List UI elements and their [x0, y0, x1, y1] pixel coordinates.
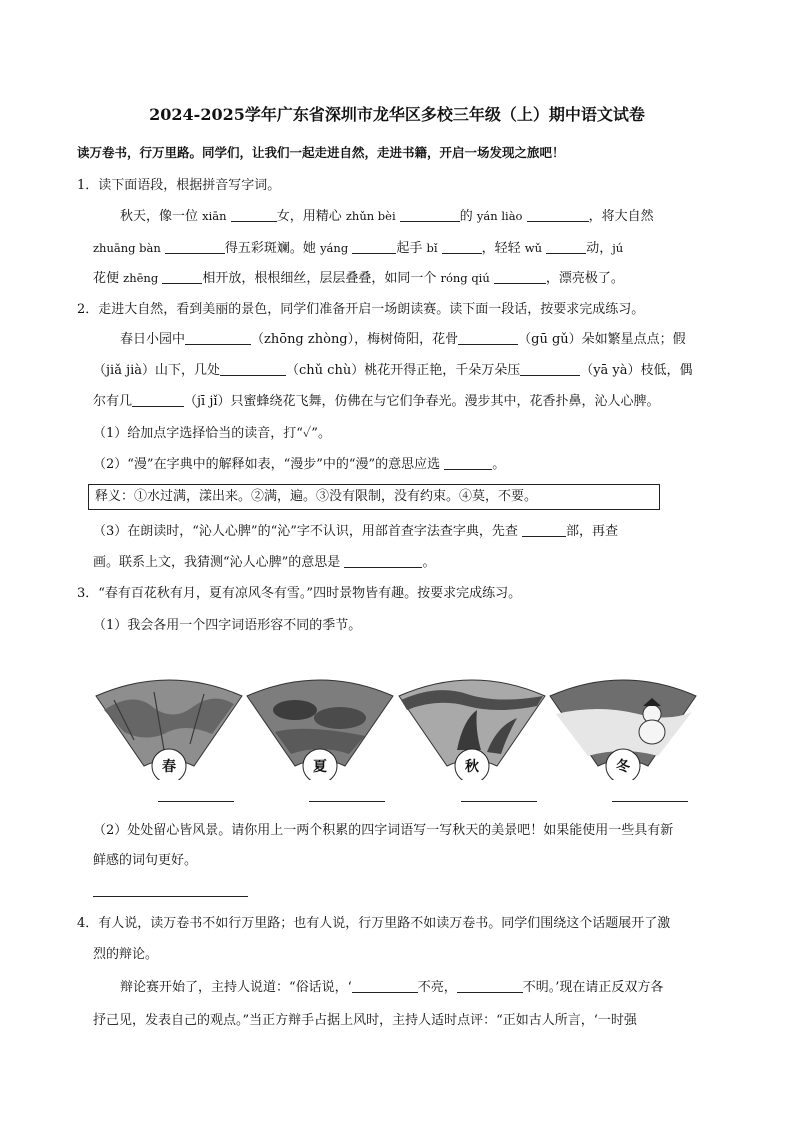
q4-paragraph-line-2: 抒己见，发表自己的观点。”当正方辩手占据上风时，主持人适时点评：“正如古人所言，‘一时强: [93, 1013, 637, 1028]
fan-spring: [94, 670, 244, 780]
q2-blank-5[interactable]: [132, 393, 184, 407]
intro-text: 读万卷书，行万里路。同学们，让我们一起走进自然，走进书籍，开启一场发现之旅吧！: [77, 145, 565, 160]
answer-line-autumn[interactable]: [461, 801, 537, 802]
q2-sub2: （2）“漫”在字典中的解释如表，“漫步”中的“漫”的意思应选 。: [93, 457, 506, 472]
answer-line-summer[interactable]: [309, 801, 385, 802]
q4-stem-line-2: 烈的辩论。: [93, 947, 159, 962]
q2-paragraph-line-1: 春日小园中 （zhōng zhòng），梅树倚阳，花骨 （gū gǔ）朵如繁星点点；假: [120, 332, 686, 347]
q1-blank-8[interactable]: [162, 270, 202, 284]
q2-sub2-blank[interactable]: [444, 456, 492, 470]
q1-paragraph-line-1: 秋天，像一位 xiān 女，用精心 zhǔn bèi 的 yán liào ，将大自然: [120, 209, 654, 224]
q2-sub3-line-1: （3）在朗读时，“沁人心脾”的“沁”字不认识，用部首查字法查字典，先查 部，再查: [93, 524, 619, 539]
season-summer-label: 夏: [313, 759, 327, 775]
q2-sub3-blank-1[interactable]: [522, 523, 566, 537]
q3-sub1: （1）我会各用一个四字词语形容不同的季节。: [93, 618, 362, 633]
q1-blank-6[interactable]: [442, 240, 482, 254]
q1-blank-5[interactable]: [352, 240, 396, 254]
answer-line-autumn-description[interactable]: [93, 896, 248, 897]
season-autumn-label: 秋: [465, 759, 479, 775]
q1-blank-1[interactable]: [231, 208, 277, 222]
definition-text: 释义：①水过满，漾出来。②满，遍。③没有限制，没有约束。④莫，不要。: [95, 489, 538, 504]
q2-sub3-line-2: 画。联系上文，我猜测“沁人心脾”的意思是 。: [93, 555, 436, 570]
season-spring-label: 春: [162, 759, 176, 775]
fan-winter: [548, 670, 698, 780]
q2-stem: 2．走进大自然，看到美丽的景色，同学们准备开启一场朗读赛。读下面一段话，按要求完成练习。: [77, 302, 645, 317]
answer-line-spring[interactable]: [158, 801, 234, 802]
q1-blank-9[interactable]: [494, 270, 546, 284]
q4-paragraph-line-1: 辩论赛开始了，主持人说道：“俗话说，‘ 不亮， 不明。’现在请正反双方各: [120, 980, 664, 995]
q2-sub1: （1）给加点字选择恰当的读音，打“✓”。: [93, 426, 331, 441]
q1-paragraph-line-3: 花便 zhēng 相开放，根根细丝，层层叠叠，如同一个 róng qiú ，漂亮极了。: [93, 271, 624, 286]
q2-blank-3[interactable]: [220, 362, 286, 376]
q4-blank-1[interactable]: [352, 979, 418, 993]
q1-paragraph-line-2: zhuāng bàn 得五彩斑斓。她 yáng 起手 bǐ ，轻轻 wǔ 动，jú: [93, 241, 624, 256]
definition-box: [88, 484, 660, 510]
q3-sub2-line-1: （2）处处留心皆风景。请你用上一两个积累的四字词语写一写秋天的美景吧！如果能使用一些具有新: [93, 823, 674, 838]
q2-blank-2[interactable]: [458, 331, 518, 345]
q4-stem-line-1: 4．有人说，读万卷书不如行万里路；也有人说，行万里路不如读万卷书。同学们围绕这个话题展开了激: [77, 916, 671, 931]
q3-sub2-line-2: 鲜感的词句更好。: [93, 853, 198, 868]
season-winter-label: 冬: [616, 759, 630, 775]
q2-blank-1[interactable]: [185, 331, 251, 345]
q1-blank-2[interactable]: [400, 208, 460, 222]
fan-summer: [245, 670, 395, 780]
q1-blank-3[interactable]: [527, 208, 589, 222]
q4-blank-2[interactable]: [457, 979, 523, 993]
q2-sub3-blank-2[interactable]: [344, 554, 422, 568]
q1-blank-7[interactable]: [546, 240, 586, 254]
fan-autumn: [397, 670, 547, 780]
q2-paragraph-line-3: 尔有几 （jī jǐ）只蜜蜂绕花飞舞，仿佛在与它们争春光。漫步其中，花香扑鼻，沁人心脾。: [93, 394, 660, 409]
page-title: 2024-2025学年广东省深圳市龙华区多校三年级（上）期中语文试卷: [149, 105, 645, 124]
q3-stem: 3．“春有百花秋有月，夏有凉风冬有雪。”四时景物皆有趣。按要求完成练习。: [77, 586, 522, 601]
q2-paragraph-line-2: （jiǎ jià）山下，几处 （chǔ chù）桃花开得正艳，千朵万朵压 （yā yà）枝低，偶: [93, 363, 693, 378]
q1-stem: 1．读下面语段，根据拼音写字词。: [77, 178, 281, 193]
q2-blank-4[interactable]: [520, 362, 580, 376]
answer-line-winter[interactable]: [612, 801, 688, 802]
q1-blank-4[interactable]: [165, 240, 225, 254]
